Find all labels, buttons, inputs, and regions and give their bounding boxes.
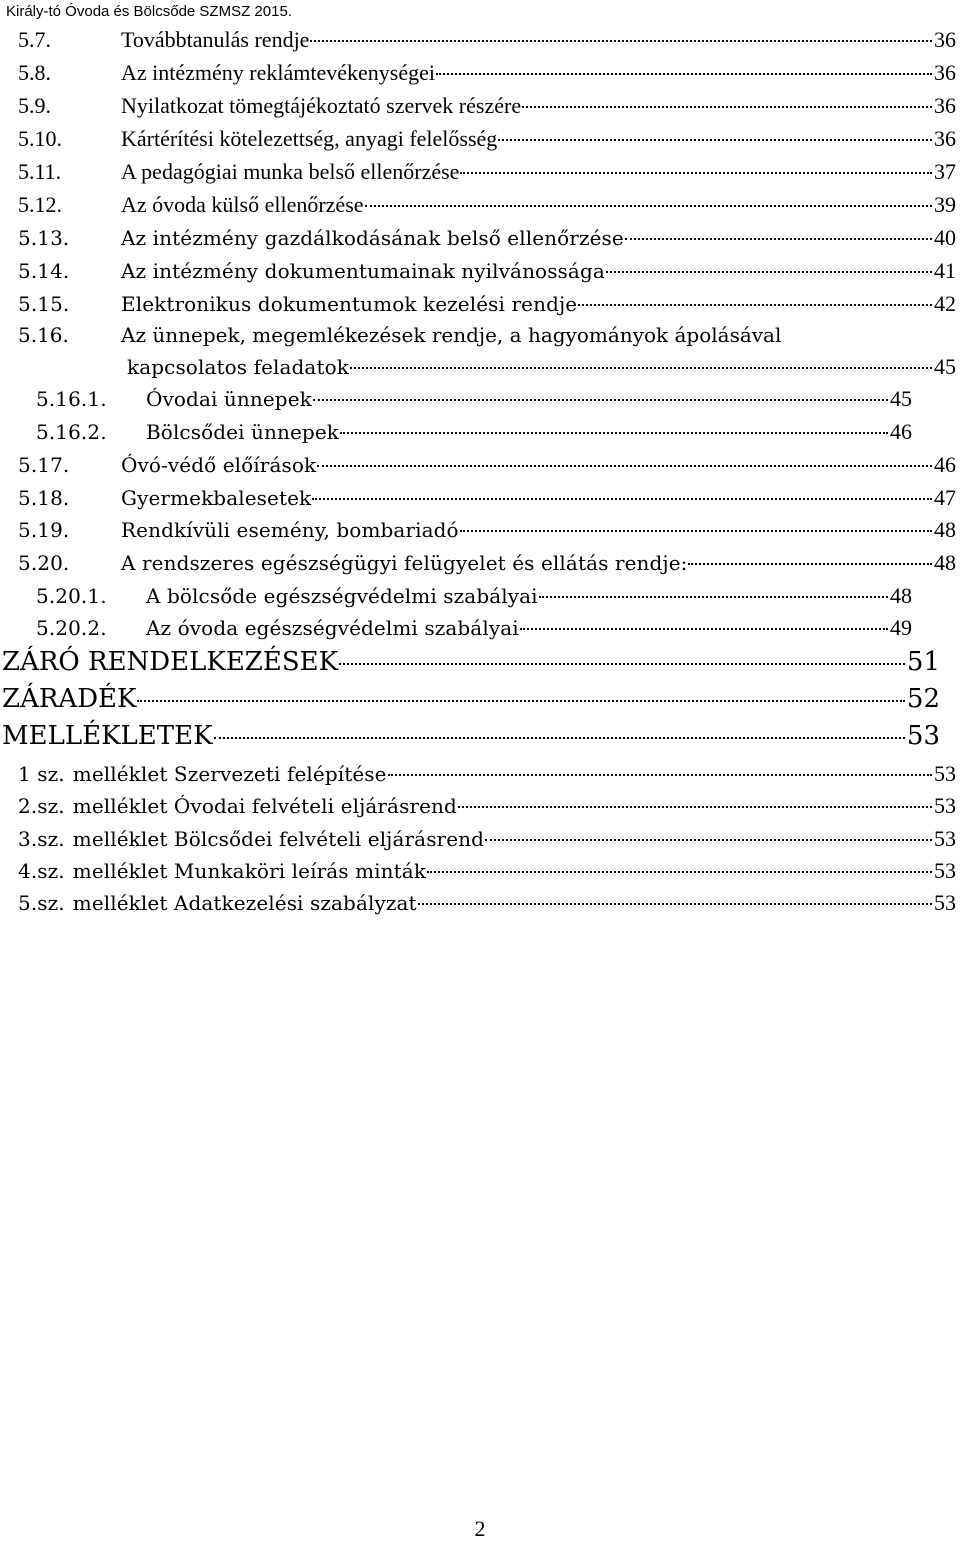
toc-entry-number: 5.20.2. [36,616,107,640]
toc-entry[interactable] [36,582,912,610]
toc-entry-page: 48 [934,550,956,575]
toc-entry-title: A rendszeres egészségügyi felügyelet és ellátás rendje: [121,551,688,575]
dot-leader [350,366,932,369]
toc-entry-title: melléklet Bölcsődei felvételi eljárásrend [72,827,485,851]
toc-entry-title: Rendkívüli esemény, bombariadó [121,518,459,542]
toc-entry[interactable] [36,614,912,642]
toc-entry-title: Óvó-védő előírások [121,453,317,477]
toc-entry-page: 46 [934,452,956,477]
toc-entry-heading[interactable] [2,646,940,678]
toc-entry-title: melléklet Adatkezelési szabályzat [72,891,417,915]
toc-entry-number: 5.10. [18,126,62,151]
toc-entry-title: Kártérítési kötelezettség, anyagi felelősség [121,126,498,151]
toc-entry-heading[interactable] [2,720,940,752]
toc-entry-page: 36 [934,126,956,151]
toc-entry-number: 5.19. [18,518,70,542]
dot-leader [522,105,932,108]
dot-leader [388,773,932,776]
toc-entry-number: 5.11. [18,159,62,184]
toc-entry-title: melléklet Munkaköri leírás minták [72,859,427,883]
toc-entry[interactable] [18,825,956,853]
dot-leader [485,838,932,841]
dot-leader [312,497,932,500]
page-number: 2 [474,1516,486,1541]
toc-entry[interactable] [18,59,956,87]
dot-leader [460,171,932,174]
toc-entry-page: 40 [934,225,956,250]
toc-entry-number: 5.7. [18,27,51,52]
toc-entry-number: 5.14. [18,259,70,283]
dot-leader [606,270,932,273]
toc-entry-title: Továbbtanulás rendje [121,27,310,52]
toc-entry[interactable] [18,191,956,219]
dot-leader [214,736,905,739]
document-header: Király-tó Óvoda és Bölcsőde SZMSZ 2015. [6,3,292,20]
toc-entry-number: 5.16.2. [36,420,107,444]
dot-leader [418,902,932,905]
dot-leader [578,303,932,306]
toc-entry-page: 53 [934,858,956,883]
toc-entry-page: 36 [934,27,956,52]
dot-leader [365,204,932,207]
toc-entry-title: Az óvoda egészségvédelmi szabályai [146,616,519,640]
toc-entry-page: 45 [890,386,912,411]
toc-entry-page: 47 [934,485,956,510]
toc-entry[interactable] [18,224,956,252]
dot-leader [137,699,904,702]
toc-entry-title: ZÁRÓ RENDELKEZÉSEK [2,647,339,677]
toc-entry-page: 36 [934,93,956,118]
toc-entry-number: 5.sz. [18,891,65,915]
toc-entry[interactable] [18,26,956,54]
toc-entry-number: 1 sz. [18,762,65,786]
toc-entry-title: Az intézmény reklámtevékenységei [121,60,435,85]
toc-entry-number: 5.16. [18,323,69,347]
dot-leader [339,662,905,665]
toc-entry[interactable] [18,792,956,820]
toc-entry-number: 5.18. [18,486,70,510]
toc-entry-number: 5.8. [18,60,51,85]
toc-entry-title[interactable]: Az ünnepek, megemlékezések rendje, a hagyományok ápolásával [121,323,782,347]
toc-entry[interactable] [18,451,956,479]
toc-entry-title: Óvodai ünnepek [146,387,312,411]
dot-leader [436,72,932,75]
dot-leader [625,237,932,240]
dot-leader [520,627,888,630]
toc-entry-number: 5.20.1. [36,584,107,608]
toc-entry-page: 53 [934,826,956,851]
toc-entry-page: 42 [934,291,956,316]
toc-entry-page: 41 [934,258,956,283]
dot-leader [498,138,932,141]
toc-entry-page: 53 [934,761,956,786]
toc-entry-heading[interactable] [2,683,940,715]
toc-entry-title: Elektronikus dokumentumok kezelési rendje [121,292,578,316]
dot-leader [688,562,932,565]
toc-entry[interactable] [18,484,956,512]
toc-entry-page: 53 [934,793,956,818]
toc-entry-title: Az intézmény dokumentumainak nyilvánossága [121,259,605,283]
dot-leader [539,595,888,598]
toc-entry-title: A bölcsőde egészségvédelmi szabályai [146,584,538,608]
toc-entry[interactable] [127,353,956,381]
toc-entry-title: melléklet Szervezeti felépítése [72,762,387,786]
toc-entry-number: 5.9. [18,93,51,118]
toc-entry-page: 48 [890,583,912,608]
toc-entry-title: Az óvoda külső ellenőrzése [121,192,364,217]
toc-entry[interactable] [18,257,956,285]
toc-entry-number: 3.sz. [18,827,65,851]
toc-entry-number: 4.sz. [18,859,65,883]
toc-entry-number: 5.16.1. [36,387,107,411]
toc-entry-page: 52 [906,684,940,714]
toc-entry-page: 53 [906,721,940,751]
toc-entry-title: A pedagógiai munka belső ellenőrzése [121,159,460,184]
toc-entry[interactable] [18,889,956,917]
toc-entry[interactable] [18,549,956,577]
toc-entry-number: 5.17. [18,453,70,477]
toc-entry-page: 45 [934,354,956,379]
dot-leader [460,529,932,532]
toc-entry-number: 5.15. [18,292,70,316]
dot-leader [313,398,888,401]
toc-entry[interactable] [18,857,956,885]
toc-entry[interactable] [18,760,956,788]
toc-entry-page: 48 [934,517,956,542]
toc-entry[interactable] [18,125,956,153]
toc-entry[interactable] [18,290,956,318]
toc-entry-title: Bölcsődei ünnepek [146,420,339,444]
dot-leader [310,39,932,42]
toc-entry[interactable] [36,418,912,446]
toc-entry-number: 5.12. [18,192,62,217]
toc-entry-page: 53 [934,890,956,915]
dot-leader [427,870,932,873]
dot-leader [317,464,932,467]
dot-leader [458,805,932,808]
toc-entry-title: Nyilatkozat tömegtájékoztató szervek részére [121,93,522,118]
toc-entry-page: 46 [890,419,912,444]
toc-entry-page: 51 [906,647,940,677]
toc-entry-number: 2.sz. [18,794,65,818]
toc-entry-title: melléklet Óvodai felvételi eljárásrend [72,794,457,818]
toc-entry-title: ZÁRADÉK [2,684,137,714]
toc-entry[interactable] [36,385,912,413]
toc-entry-title-continued: kapcsolatos feladatok [127,355,349,379]
toc-entry-page: 37 [934,159,956,184]
toc-entry-page: 39 [934,192,956,217]
dot-leader [340,431,888,434]
toc-entry[interactable] [18,516,956,544]
toc-entry[interactable] [18,158,956,186]
toc-entry-title: MELLÉKLETEK [2,721,213,751]
toc-entry-number: 5.20. [18,551,70,575]
toc-entry-number: 5.13. [18,226,70,250]
toc-entry-page: 36 [934,60,956,85]
toc-entry[interactable] [18,92,956,120]
toc-entry-page: 49 [890,615,912,640]
toc-entry-title: Gyermekbalesetek [121,486,312,510]
toc-entry-title: Az intézmény gazdálkodásának belső ellenőrzése [121,226,624,250]
